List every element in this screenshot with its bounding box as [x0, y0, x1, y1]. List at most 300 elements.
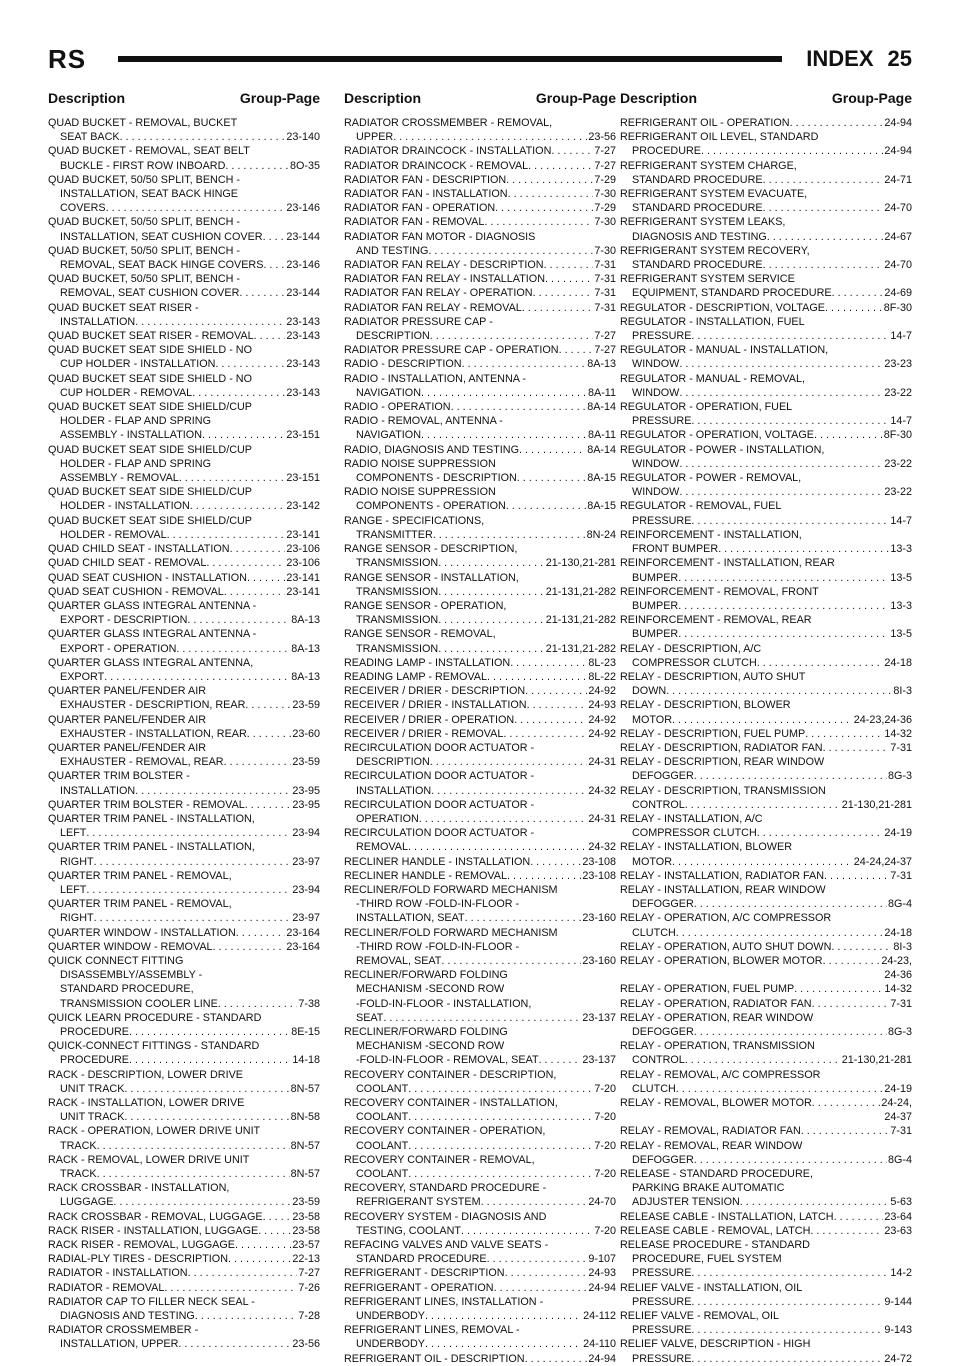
group-page-ref: 24-93	[588, 699, 616, 712]
entry-text: REINFORCEMENT - REMOVAL, REAR	[620, 614, 812, 627]
group-page-ref: 24-24,24-37	[853, 855, 912, 868]
entry-row	[620, 926, 912, 940]
index-entry	[48, 1011, 320, 1039]
index-entry	[344, 315, 616, 343]
entry-row	[344, 784, 616, 798]
group-page-ref: 24-94	[884, 117, 912, 129]
leader-dots	[763, 173, 884, 187]
index-entry	[620, 272, 912, 300]
entry-text: REFRIGERANT SYSTEM	[356, 1196, 481, 1209]
entry-row	[48, 855, 320, 869]
entry-row	[620, 230, 912, 244]
entry-text: UNDERBODY	[356, 1310, 425, 1323]
leader-dots	[438, 556, 545, 570]
entry-text: QUAD BUCKET SEAT SIDE SHIELD/CUP	[48, 514, 252, 527]
leader-dots	[247, 571, 285, 585]
group-page-ref: 7-20	[594, 1139, 616, 1152]
entry-text: QUAD SEAT CUSHION - INSTALLATION	[48, 571, 247, 584]
entry-text: QUAD BUCKET SEAT RISER - REMOVAL	[48, 330, 254, 343]
entry-row	[620, 627, 912, 641]
index-entry	[344, 1068, 616, 1096]
entry-text: TRACK	[60, 1168, 97, 1181]
entry-text: RADIATOR DRAINCOCK - INSTALLATION	[344, 145, 552, 158]
entry-text: QUAD BUCKET SEAT SIDE SHIELD/CUP	[48, 401, 252, 414]
index-entry	[620, 244, 912, 272]
entry-row	[48, 784, 320, 798]
leader-dots	[113, 1195, 291, 1209]
entry-row	[48, 315, 320, 329]
entry-text: PROCEDURE	[632, 145, 701, 158]
group-page-ref: 8A-11	[587, 429, 616, 442]
group-page-ref: 23-95	[292, 784, 320, 797]
leader-dots	[679, 457, 883, 471]
entry-text: RADIO, DIAGNOSIS AND TESTING	[344, 443, 519, 456]
entry-row	[48, 286, 320, 300]
entry-text: RIGHT	[60, 855, 94, 868]
leader-dots	[519, 443, 586, 457]
entry-text: PRESSURE	[632, 1324, 692, 1337]
entry-row	[620, 684, 912, 698]
entry-text: RANGE SENSOR - REMOVAL,	[344, 628, 496, 641]
entry-text: EXPORT	[60, 670, 105, 683]
entry-text: QUARTER WINDOW - INSTALLATION	[48, 926, 236, 939]
entry-row	[344, 670, 616, 684]
index-entry	[48, 173, 320, 216]
leader-dots	[421, 386, 587, 400]
entry-row	[344, 357, 616, 371]
entry-text: RANGE SENSOR - OPERATION,	[344, 599, 507, 612]
group-page-ref: 8G-4	[887, 898, 912, 911]
entry-text: RADIATOR FAN RELAY - REMOVAL	[344, 301, 522, 314]
entry-row	[48, 159, 320, 173]
entry-text: QUARTER PANEL/FENDER AIR	[48, 685, 206, 698]
entry-row	[620, 1195, 912, 1209]
entry-text: ADJUSTER TENSION	[632, 1196, 740, 1209]
entry-text: RADIATOR FAN RELAY - OPERATION	[344, 287, 533, 300]
entry-row	[620, 1053, 912, 1067]
group-page-ref: 23-106	[286, 557, 320, 570]
entry-row	[620, 1124, 912, 1138]
entry-text: CLUTCH	[632, 1082, 676, 1095]
leader-dots	[263, 258, 285, 272]
entry-text: INSTALLATION, SEAT BACK HINGE	[60, 188, 238, 201]
entry-text: RECIRCULATION DOOR ACTUATOR -	[344, 770, 535, 783]
leader-dots	[763, 258, 884, 272]
entry-text: DIAGNOSIS AND TESTING	[60, 1310, 195, 1323]
group-page-ref: 14-32	[884, 727, 912, 740]
entry-text: RELEASE CABLE - INSTALLATION, LATCH	[620, 1210, 834, 1223]
group-page-ref: 23-106	[286, 543, 320, 556]
leader-dots	[224, 585, 286, 599]
group-page-ref: 7-31	[890, 869, 912, 882]
group-page-ref: 7-20	[594, 1082, 616, 1095]
entry-row	[48, 826, 320, 840]
group-page-ref: 14-2	[890, 1267, 912, 1280]
group-page-ref: 24-67	[884, 230, 912, 243]
entry-text: QUARTER GLASS INTEGRAL ANTENNA -	[48, 599, 257, 612]
entry-text: CLUTCH	[632, 926, 676, 939]
leader-dots	[545, 272, 593, 286]
entry-text: QUAD CHILD SEAT - INSTALLATION	[48, 543, 230, 556]
index-entry	[48, 244, 320, 272]
group-page-ref: 24-94	[588, 1352, 616, 1365]
entry-row	[48, 670, 320, 684]
index-entry	[344, 713, 616, 727]
leader-dots	[383, 1011, 581, 1025]
leader-dots	[810, 1224, 883, 1238]
leader-dots	[691, 1352, 883, 1366]
entry-row	[620, 798, 912, 812]
index-entry	[344, 485, 616, 513]
group-page-ref: 13-3	[890, 543, 912, 556]
leader-dots	[188, 1266, 298, 1280]
leader-dots	[190, 499, 286, 513]
entry-row	[48, 357, 320, 371]
entry-text: SEAT	[356, 1011, 384, 1024]
entry-text: RACK - DESCRIPTION, LOWER DRIVE	[48, 1068, 243, 1081]
leader-dots	[245, 698, 291, 712]
entry-text: RELAY - DESCRIPTION, RADIATOR FAN	[620, 741, 823, 754]
entry-text: QUARTER WINDOW - REMOVAL	[48, 940, 213, 953]
leader-dots	[506, 499, 586, 513]
entry-text: REMOVAL, SEAT BACK HINGE COVERS	[60, 259, 264, 272]
entry-row	[48, 201, 320, 215]
group-page-ref: 7-31	[594, 287, 616, 300]
leader-dots	[679, 357, 883, 371]
index-entry	[620, 840, 912, 868]
entry-text: DESCRIPTION	[356, 330, 430, 343]
entry-row	[620, 727, 912, 741]
entry-row	[620, 741, 912, 755]
entry-text: STANDARD PROCEDURE	[632, 202, 763, 215]
entry-text: INSTALLATION	[356, 784, 432, 797]
entry-text: QUICK-CONNECT FITTINGS - STANDARD	[48, 1040, 260, 1053]
leader-dots	[672, 713, 853, 727]
leader-dots	[425, 1309, 582, 1323]
leader-dots	[120, 130, 286, 144]
index-entry	[48, 1096, 320, 1124]
index-entry	[48, 954, 320, 1011]
entry-text: TRANSMISSION	[356, 585, 439, 598]
index-entry	[620, 556, 912, 584]
leader-dots	[812, 997, 890, 1011]
index-entry	[48, 627, 320, 655]
group-page-ref: 8N-57	[290, 1139, 320, 1152]
index-entry	[48, 798, 320, 812]
entry-row	[48, 386, 320, 400]
entry-row	[48, 1210, 320, 1224]
group-page-ref: 8N-24	[586, 528, 616, 541]
index-entry	[48, 1281, 320, 1295]
entry-text: OPERATION	[356, 812, 419, 825]
entry-row	[620, 1082, 912, 1096]
leader-dots	[104, 670, 290, 684]
leader-dots	[225, 159, 289, 173]
entry-text: EXPORT - OPERATION	[60, 642, 177, 655]
leader-dots	[164, 1281, 297, 1295]
group-page-heading: Group-Page	[535, 90, 616, 106]
group-page-ref: 23-58	[292, 1210, 320, 1223]
entry-text: RELAY - OPERATION, REAR WINDOW	[620, 1011, 814, 1024]
leader-dots	[254, 329, 286, 343]
group-page-ref: 21-130,21-281	[841, 1054, 912, 1067]
entry-text: INSTALLATION, UPPER	[60, 1338, 179, 1351]
entry-text: QUARTER GLASS INTEGRAL ANTENNA,	[48, 656, 254, 669]
group-page-ref: 24-112	[583, 1310, 616, 1323]
entry-text: QUARTER GLASS INTEGRAL ANTENNA -	[48, 628, 257, 641]
index-entry	[620, 911, 912, 939]
index-entry	[48, 443, 320, 486]
entry-text: RADIATOR CROSSMEMBER - REMOVAL,	[344, 117, 553, 129]
index-entry	[620, 670, 912, 698]
entry-text: -FOLD-IN-FLOOR - INSTALLATION,	[356, 997, 532, 1010]
entry-text: RADIO - INSTALLATION, ANTENNA -	[344, 372, 526, 385]
entry-text: QUARTER TRIM PANEL - REMOVAL,	[48, 898, 232, 911]
entry-text: QUARTER TRIM PANEL - INSTALLATION,	[48, 841, 255, 854]
entry-text: DIAGNOSIS AND TESTING	[632, 230, 767, 243]
entry-row	[48, 230, 320, 244]
group-page-ref: 23-141	[286, 585, 320, 598]
entry-row	[620, 1224, 912, 1238]
index-entry	[620, 812, 912, 840]
group-page-ref: 23-140	[286, 131, 320, 144]
group-page-ref: 23-144	[286, 230, 320, 243]
entry-text: RECEIVER / DRIER - OPERATION	[344, 713, 515, 726]
index-entry	[620, 372, 912, 400]
leader-dots	[187, 613, 290, 627]
entry-text: QUICK CONNECT FITTING	[48, 954, 184, 967]
entry-row	[344, 244, 616, 258]
entry-text: RADIAL-PLY TIRES - DESCRIPTION	[48, 1253, 228, 1266]
entry-text: RELAY - DESCRIPTION, FUEL PUMP	[620, 727, 806, 740]
entry-row	[344, 528, 616, 542]
group-page-ref: 24-93	[588, 1267, 616, 1280]
leader-dots	[408, 840, 587, 854]
leader-dots	[408, 1082, 593, 1096]
entry-text: RADIATOR FAN - REMOVAL	[344, 216, 485, 229]
index-entry	[344, 1124, 616, 1152]
index-entry	[344, 457, 616, 485]
entry-text: FRONT BUMPER	[632, 543, 719, 556]
group-page-ref: 23-160	[582, 912, 616, 925]
entry-row	[344, 840, 616, 854]
index-entry	[48, 1295, 320, 1323]
group-page-ref: 23-164	[286, 940, 320, 953]
description-heading: Description	[48, 90, 126, 106]
entry-text: RADIO NOISE SUPPRESSION	[344, 486, 496, 499]
entry-row	[620, 286, 912, 300]
leader-dots	[178, 1337, 291, 1351]
entry-row	[344, 159, 616, 173]
group-page-ref: 23-59	[292, 1196, 320, 1209]
entry-row	[620, 173, 912, 187]
index-entry	[48, 940, 320, 954]
leader-dots	[167, 528, 286, 542]
entry-row	[620, 457, 912, 471]
entry-text: NAVIGATION	[356, 386, 421, 399]
entry-text: EQUIPMENT, STANDARD PROCEDURE	[632, 287, 832, 300]
entry-text: COVERS	[60, 202, 106, 215]
index-entry	[344, 1352, 616, 1366]
entry-text: RECOVERY CONTAINER - DESCRIPTION,	[344, 1068, 557, 1081]
entry-text: RELIEF VALVE - INSTALLATION, OIL	[620, 1281, 803, 1294]
leader-dots	[533, 286, 594, 300]
group-page-ref: 8I-3	[893, 940, 912, 953]
group-page-ref: 9-143	[884, 1324, 912, 1337]
group-page-ref: 8A-13	[291, 670, 320, 683]
leader-dots	[517, 471, 586, 485]
entry-row	[344, 1252, 616, 1266]
entry-text: QUAD BUCKET, 50/50 SPLIT, BENCH -	[48, 244, 241, 257]
group-page-ref: 13-5	[890, 628, 912, 641]
entry-text: REGULATOR - REMOVAL, FUEL	[620, 500, 782, 513]
entry-text: REGULATOR - POWER - REMOVAL,	[620, 472, 802, 485]
group-page-ref: 8N-57	[290, 1082, 320, 1095]
leader-dots	[481, 1195, 588, 1209]
entry-text: PARKING BRAKE AUTOMATIC	[632, 1182, 785, 1195]
entry-row	[344, 727, 616, 741]
entry-text: RELIEF VALVE - REMOVAL, OIL	[620, 1310, 780, 1323]
group-page-ref: 21-131,21-282	[545, 642, 616, 655]
group-page-ref: 8F-30	[883, 429, 912, 442]
index-entry	[620, 869, 912, 883]
entry-text: HOLDER - FLAP AND SPRING	[60, 457, 211, 470]
entry-row	[48, 528, 320, 542]
entry-text: LUGGAGE	[60, 1196, 114, 1209]
leader-dots	[503, 727, 587, 741]
index-entry	[344, 400, 616, 414]
index-entry	[48, 556, 320, 570]
group-page-ref: 24-110	[583, 1338, 616, 1351]
group-page-ref: 14-32	[884, 983, 912, 996]
group-page-ref: 21-131,21-282	[545, 614, 616, 627]
entry-row	[344, 386, 616, 400]
entry-text: RADIATOR FAN RELAY - INSTALLATION	[344, 273, 545, 286]
index-entry	[620, 1337, 912, 1365]
entry-text: COMPRESSOR CLUTCH	[632, 656, 757, 669]
index-entry	[620, 528, 912, 556]
entry-text: PRESSURE	[632, 1267, 692, 1280]
leader-dots	[106, 201, 286, 215]
group-page-ref: 23-22	[884, 457, 912, 470]
leader-dots	[430, 329, 594, 343]
entry-row	[344, 201, 616, 215]
leader-dots	[510, 656, 587, 670]
group-page-ref-continued: 24-36	[884, 969, 912, 982]
entry-row	[48, 1337, 320, 1351]
index-entry	[344, 798, 616, 826]
leader-dots	[506, 173, 593, 187]
entry-text: INSTALLATION, SEAT CUSHION COVER	[60, 230, 263, 243]
group-page-ref: 8A-11	[587, 386, 616, 399]
index-entry	[48, 1266, 320, 1280]
group-page-ref: 23-142	[286, 500, 320, 513]
leader-dots	[823, 954, 881, 968]
leader-dots	[408, 1167, 593, 1181]
group-page-ref: 8E-15	[291, 1026, 320, 1038]
entry-text: RANGE - SPECIFICATIONS,	[344, 514, 485, 527]
entry-text: TRACK	[60, 1139, 97, 1152]
entry-text: RADIATOR FAN - OPERATION	[344, 202, 496, 215]
entry-row	[344, 1352, 616, 1366]
group-page-ref: 23-143	[286, 330, 320, 343]
entry-text: RADIATOR DRAINCOCK - REMOVAL	[344, 159, 529, 172]
entry-row	[344, 911, 616, 925]
leader-dots	[202, 428, 285, 442]
entry-text: QUARTER TRIM BOLSTER - REMOVAL	[48, 798, 245, 811]
entry-row	[620, 656, 912, 670]
group-page-ref: 23-57	[292, 1239, 320, 1252]
entry-text: REFRIGERANT SYSTEM LEAKS,	[620, 216, 786, 229]
entry-row	[620, 713, 912, 727]
entry-row	[620, 1210, 912, 1224]
entry-text: RADIATOR CAP TO FILLER NECK SEAL -	[48, 1295, 255, 1308]
group-page-ref: 5-63	[890, 1196, 912, 1209]
group-page-ref: 9-107	[588, 1253, 616, 1266]
entry-text: EXHAUSTER - REMOVAL, REAR	[60, 756, 224, 769]
entry-text: COOLANT	[356, 1168, 409, 1181]
index-entry	[344, 187, 616, 201]
entry-text: RECOVERY, STANDARD PROCEDURE -	[344, 1182, 547, 1195]
entry-text: RELAY - INSTALLATION, BLOWER	[620, 841, 792, 854]
entry-row	[48, 926, 320, 940]
entry-row	[48, 940, 320, 954]
leader-dots	[245, 798, 292, 812]
entry-row	[620, 414, 912, 428]
entry-text: PRESSURE	[632, 1352, 692, 1365]
entry-text: WINDOW	[632, 386, 680, 399]
entry-text: RACK CROSSBAR - REMOVAL, LUGGAGE	[48, 1210, 263, 1223]
entry-text: TRANSMISSION	[356, 557, 439, 570]
entry-row	[48, 1139, 320, 1153]
leader-dots	[218, 997, 298, 1011]
index-entry	[48, 215, 320, 243]
entry-row	[620, 599, 912, 613]
entry-row	[344, 286, 616, 300]
group-page-ref: 8A-13	[291, 614, 320, 627]
entry-text: AND TESTING	[356, 244, 429, 257]
group-page-ref: 23-108	[582, 869, 616, 882]
entry-text: RECLINER HANDLE - INSTALLATION	[344, 855, 531, 868]
entry-text: REFRIGERANT LINES, REMOVAL -	[344, 1324, 520, 1337]
entry-row	[344, 130, 616, 144]
entry-text: RACK - OPERATION, LOWER DRIVE UNIT	[48, 1125, 261, 1138]
leader-dots	[215, 357, 285, 371]
entry-row	[48, 556, 320, 570]
index-entry	[344, 1025, 616, 1068]
entry-text: QUAD SEAT CUSHION - REMOVAL	[48, 585, 224, 598]
entry-text: COOLANT	[356, 1082, 409, 1095]
entry-text: RECEIVER / DRIER - DESCRIPTION	[344, 685, 526, 698]
leader-dots	[805, 727, 883, 741]
entry-row	[620, 258, 912, 272]
entry-text: REFRIGERANT SYSTEM CHARGE,	[620, 159, 797, 172]
index-entry	[48, 840, 320, 868]
group-page-ref: 7-31	[890, 741, 912, 754]
index-entry	[344, 769, 616, 797]
leader-dots	[685, 798, 841, 812]
group-page-ref: 8A-13	[587, 358, 616, 371]
index-entry	[620, 940, 912, 954]
entry-text: REMOVAL, SEAT	[356, 954, 442, 967]
entry-text: REFRIGERANT - DESCRIPTION	[344, 1267, 505, 1280]
entry-text: TRANSMISSION	[356, 642, 439, 655]
entry-row	[620, 301, 912, 315]
entry-text: QUAD BUCKET SEAT RISER -	[48, 301, 199, 314]
entry-text: STANDARD PROCEDURE	[632, 259, 763, 272]
index-entry	[620, 215, 912, 243]
leader-dots	[676, 926, 884, 940]
